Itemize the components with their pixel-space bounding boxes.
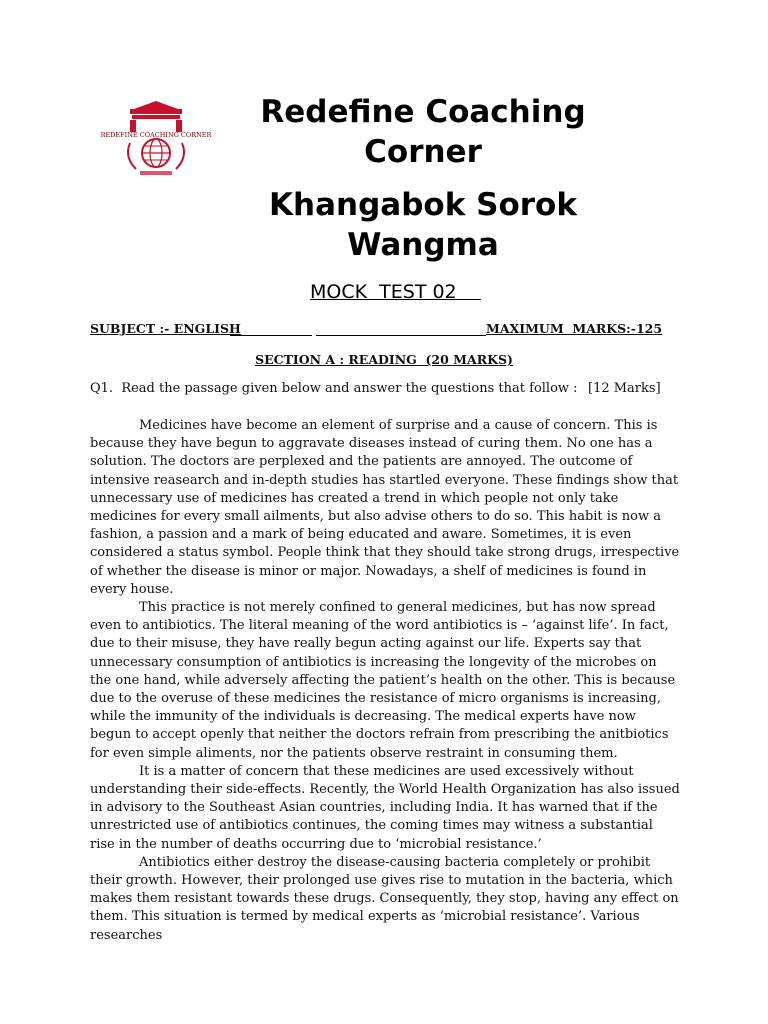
subject-label: SUBJECT :- ENGLISH [90,321,241,336]
max-marks-label: MAXIMUM MARKS:-125 [486,321,663,336]
passage-paragraph: This practice is not merely confined to general medicines, but has now spread even to antibiotics. The literal meaning of the word antibiotics is – ‘against life’. In fact, due to their misuse, they have really begun acting against our life. Experts say that unnecessary consumption of antibiotics is increasing the longevity of the microbes on the one hand, while adversely affecting the patient’s health on the other. This is because due to the overuse of these medicines the resistance of micro organisms is increasing, while the immunity of the individuals is decreasing. The medical experts have now begun to accept openly that neither the doctors refrain from prescribing the anitbiotics for even simple aliments, nor the patients observe restraint in consuming them. [90,600,676,761]
institute-title: Redefine Coaching Corner [260,94,586,170]
underline-rule [230,335,312,336]
question-text: Q1. Read the passage given below and answer the questions that follow : [90,381,578,396]
coaching-logo [100,95,212,185]
passage-paragraph: It is a matter of concern that these medicines are used excessively without understanding their side-effects. Recently, the World Health Organization has also issued in advisory to the Southeast Asian countries, including India. It has warned that if the unrestricted use of antibiotics continues, the coming times may witness a substantial rise in the number of deaths occurring due to ‘microbial resistance.’ [90,763,680,852]
passage-paragraph: Antibiotics either destroy the disease-causing bacteria completely or prohibit their growth. However, their prolonged use gives rise to mutation in the bacteria, which makes them resistant towards these drugs. Consequently, they stop, having any effect on them. This situation is termed by medical experts as ‘microbial resistance’. Various researches [90,854,679,943]
underline-rule [316,335,486,336]
passage-paragraph: Medicines have become an element of surprise and a cause of concern. This is because they have begun to aggravate diseases instead of curing them. No one has a solution. The doctors are perplexed and the patients are annoyed. The outcome of intensive reasearch and in-depth studies has startled everyone. These findings show that unnecessary use of medicines has created a trend in which people not only take medicines for every small ailments, but also advise others to do so. This habit is now a fashion, a passion and a mark of being educated and aware. Sometimes, it is even considered a status symbol. People think that they should take strong drugs, irrespective of whether the disease is minor or major. Nowadays, a shelf of medicines is found in every house. [90,418,680,597]
question-marks: [12 Marks] [588,381,661,396]
subject-marks-line [90,321,670,337]
section-heading: SECTION A : READING (20 MARKS) [255,352,513,367]
mock-test-heading: MOCK TEST 02 [310,281,481,303]
globe-logo-icon [100,95,212,185]
logo-band-text: REDEFINE COACHING CORNER [100,131,212,139]
reading-passage [90,417,680,945]
question-line [90,381,670,399]
institute-location: Khangabok Sorok Wangma [269,187,577,263]
